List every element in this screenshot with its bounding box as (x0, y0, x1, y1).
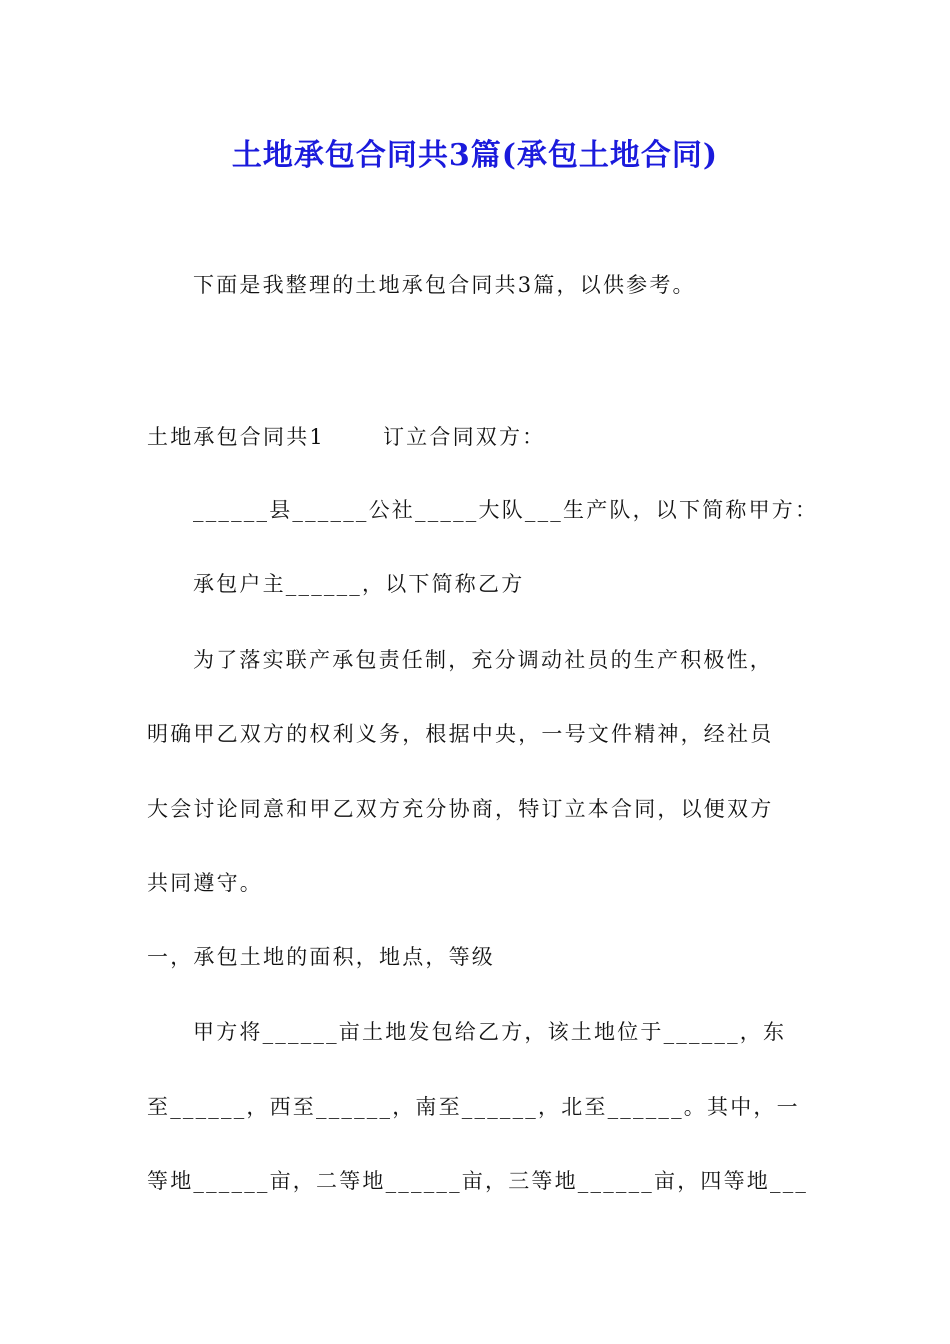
section-heading-right: 订立合同双方： (382, 425, 546, 449)
section-heading (147, 422, 545, 452)
paragraph-line: 明确甲乙双方的权利义务，根据中央，一号文件精神，经社员 (147, 722, 774, 746)
party-a-line: ______县______公社_____大队___生产队，以下简称甲方： (193, 498, 819, 522)
clause-line: 至______，西至______，南至______，北至______。其中，一 (147, 1095, 800, 1119)
paragraph-line: 为了落实联产承包责任制，充分调动社员的生产积极性， (193, 648, 773, 672)
section-heading-left: 土地承包合同共1 (147, 425, 325, 449)
clause-heading: 一，承包土地的面积，地点，等级 (147, 945, 495, 969)
party-b-line: 承包户主______，以下简称乙方 (193, 572, 525, 596)
document-title: 土地承包合同共3篇(承包土地合同) (231, 138, 719, 173)
paragraph-line: 共同遵守。 (147, 871, 263, 895)
paragraph-line: 大会讨论同意和甲乙双方充分协商，特订立本合同，以便双方 (147, 797, 774, 821)
clause-line: 等地______亩，二等地______亩，三等地______亩，四等地___ (147, 1169, 809, 1193)
clause-line: 甲方将______亩土地发包给乙方，该土地位于______，东 (193, 1020, 787, 1044)
intro-paragraph: 下面是我整理的土地承包合同共3篇，以供参考。 (193, 273, 696, 297)
